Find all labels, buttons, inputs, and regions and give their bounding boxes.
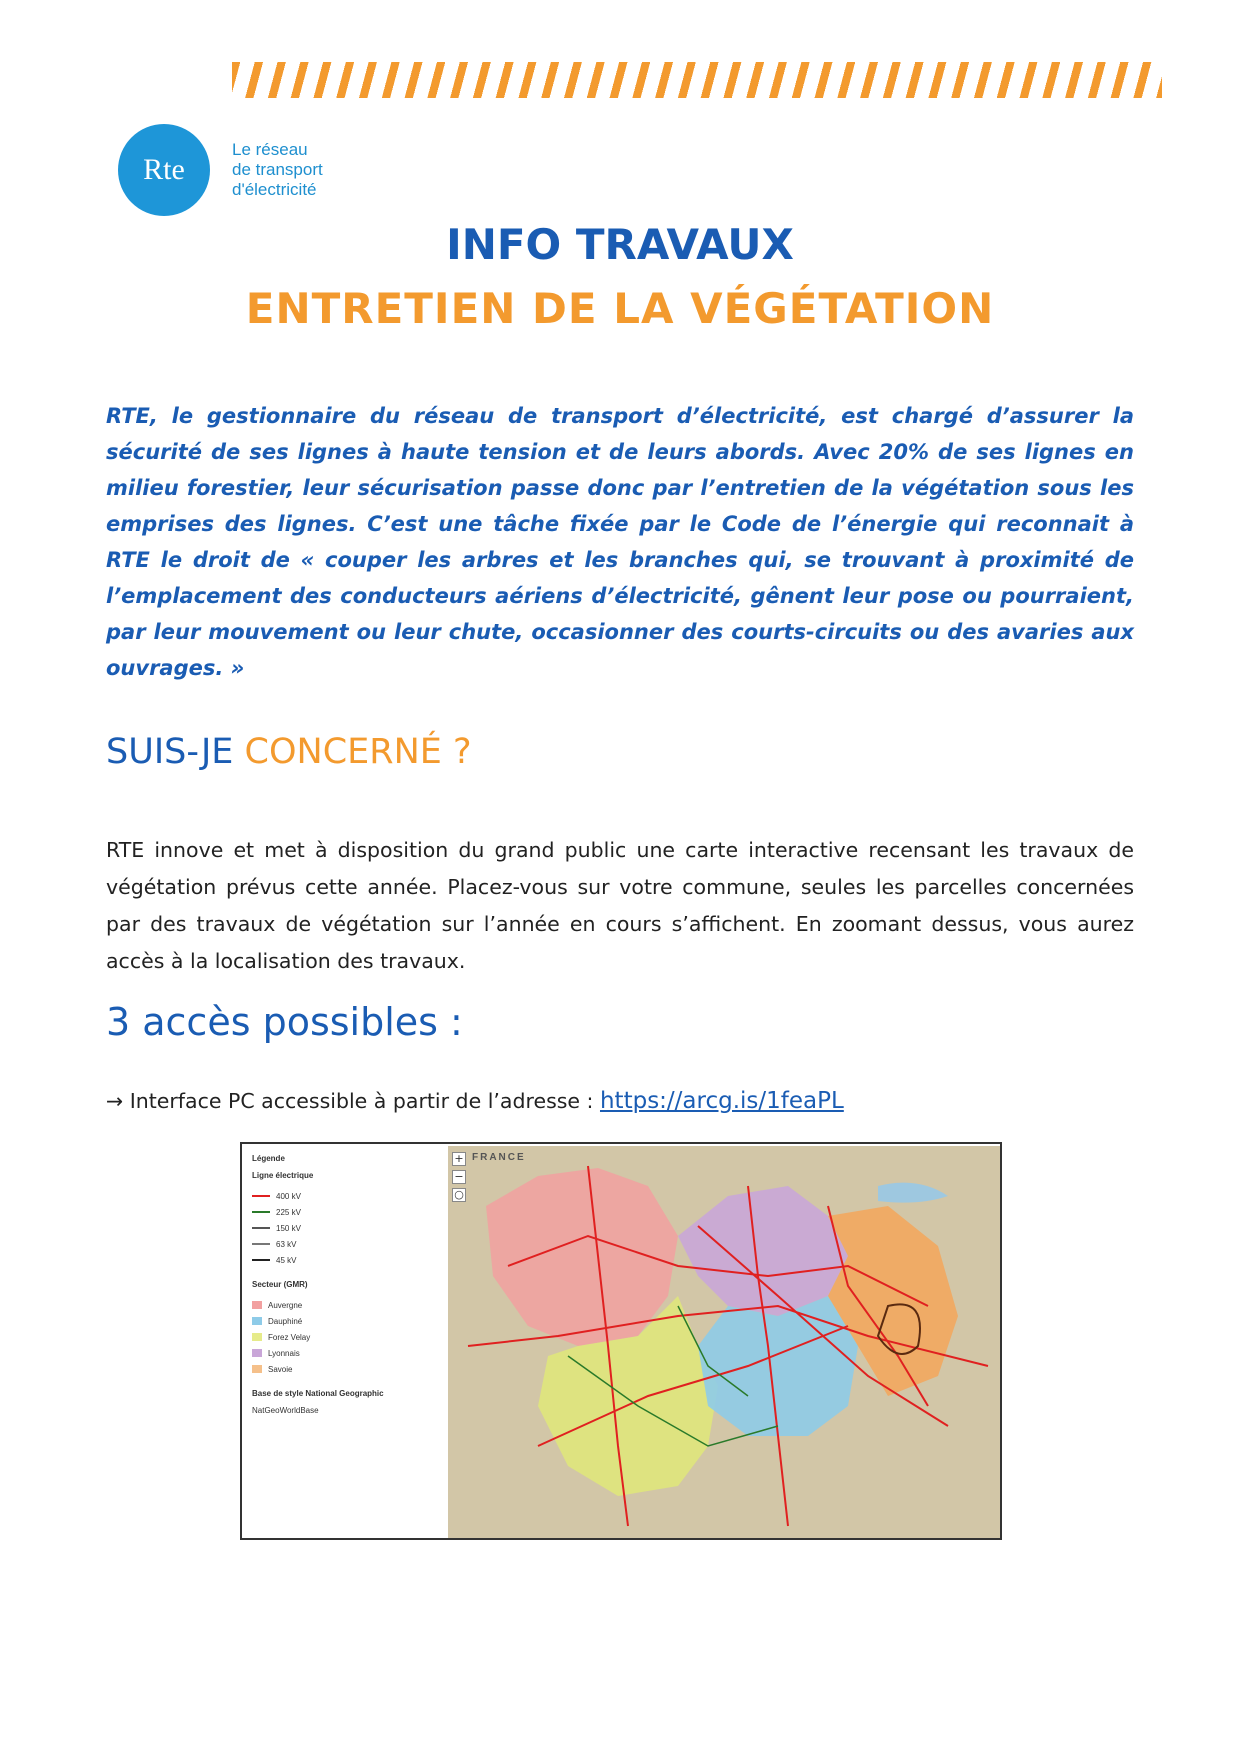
section-title-part-2: CONCERNÉ ? [244,732,472,772]
legend-sector-label: Savoie [268,1364,293,1374]
line-swatch [252,1195,270,1197]
legend-sector-item [252,1361,452,1377]
tagline-line-1: Le réseau [232,140,308,159]
section-body: RTE innove et met à disposition du grand public une carte interactive recensant les travaux de végétation prévus cette année. Placez-vous sur votre commune, seules les parcelles concernées par des travaux de végétation sur l’année en cours s’affichent. En zoomant dessus, vous aurez accès à la localisation des travaux. [106,838,1134,973]
legend-title: Légende [252,1154,285,1163]
legend-sector-label: Lyonnais [268,1348,300,1358]
tagline-line-3: d'électricité [232,180,317,199]
legend-sector-item [252,1297,452,1313]
map-zoom-controls [452,1152,466,1202]
legend-line-label: 400 kV [276,1191,301,1201]
intro-paragraph: RTE, le gestionnaire du réseau de transport d’électricité, est chargé d’assurer la sécurité de ses lignes à haute tension et de leurs abords. Avec 20% de ses lignes en milieu forestier, leur sécurisation passe donc par l’entretien de la végétation sous les emprises des lignes. C’est une tâche fixée par le Code de l’énergie qui reconnait à RTE le droit de « couper les arbres et les branches qui, se trouvant à proximité de l’emplacement des conducteurs aériens d’électricité, gênent leur pose ou pourraient, par leur mouvement ou leur chute, occasionner des courts-circuits ou des avaries aux ouvrages. » [106,404,1134,680]
legend-sector-item [252,1345,452,1361]
decorative-stripe-banner [232,62,1162,98]
map-country-label: FRANCE [472,1152,526,1163]
legend-lines-title: Ligne électrique [252,1171,314,1180]
section-title [106,732,472,772]
sector-dauphine [698,1296,858,1436]
legend-line-label: 225 kV [276,1207,301,1217]
page-title: INFO TRAVAUX [446,220,794,269]
line-swatch [252,1211,270,1213]
legend-line-item [252,1220,452,1236]
legend-line-item [252,1188,452,1204]
legend-sector-label: Auvergne [268,1300,303,1310]
tagline-line-2: de transport [232,160,323,179]
sector-swatch [252,1365,262,1373]
home-button[interactable]: ○ [452,1188,466,1202]
line-swatch [252,1243,270,1245]
legend-line-item [252,1204,452,1220]
map-legend [252,1154,452,1415]
line-swatch [252,1227,270,1229]
legend-sectors-title: Secteur (GMR) [252,1280,308,1289]
legend-line-label: 150 kV [276,1223,301,1233]
legend-basemap-title: Base de style National Geographic [252,1389,384,1398]
page-subtitle: ENTRETIEN DE LA VÉGÉTATION [245,284,995,333]
legend-sector-label: Dauphiné [268,1316,303,1326]
map-canvas [448,1146,1000,1538]
map-screenshot [240,1142,1002,1540]
access-pc-line [106,1088,844,1114]
sector-swatch [252,1317,262,1325]
legend-sector-label: Forez Velay [268,1332,311,1342]
rte-logo [118,124,210,216]
sector-swatch [252,1301,262,1309]
zoom-out-button[interactable]: − [452,1170,466,1184]
line-swatch [252,1259,270,1261]
legend-line-label: 63 kV [276,1239,297,1249]
sector-swatch [252,1333,262,1341]
legend-line-label: 45 kV [276,1255,297,1265]
access-pc-prefix: → Interface PC accessible à partir de l’adresse : [106,1089,600,1113]
logo-tagline [232,140,362,200]
map-view[interactable] [448,1146,1000,1538]
legend-line-item [252,1252,452,1268]
zoom-in-button[interactable]: + [452,1152,466,1166]
section-title-part-1: SUIS-JE [106,732,234,772]
access-pc-link[interactable]: https://arcg.is/1feaPL [599,1088,844,1114]
legend-sector-item [252,1313,452,1329]
legend-line-item [252,1236,452,1252]
access-title: 3 accès possibles : [106,1000,463,1044]
legend-sector-item [252,1329,452,1345]
legend-basemap-name: NatGeoWorldBase [252,1406,319,1415]
logo-text: Rte [143,153,185,186]
sector-swatch [252,1349,262,1357]
